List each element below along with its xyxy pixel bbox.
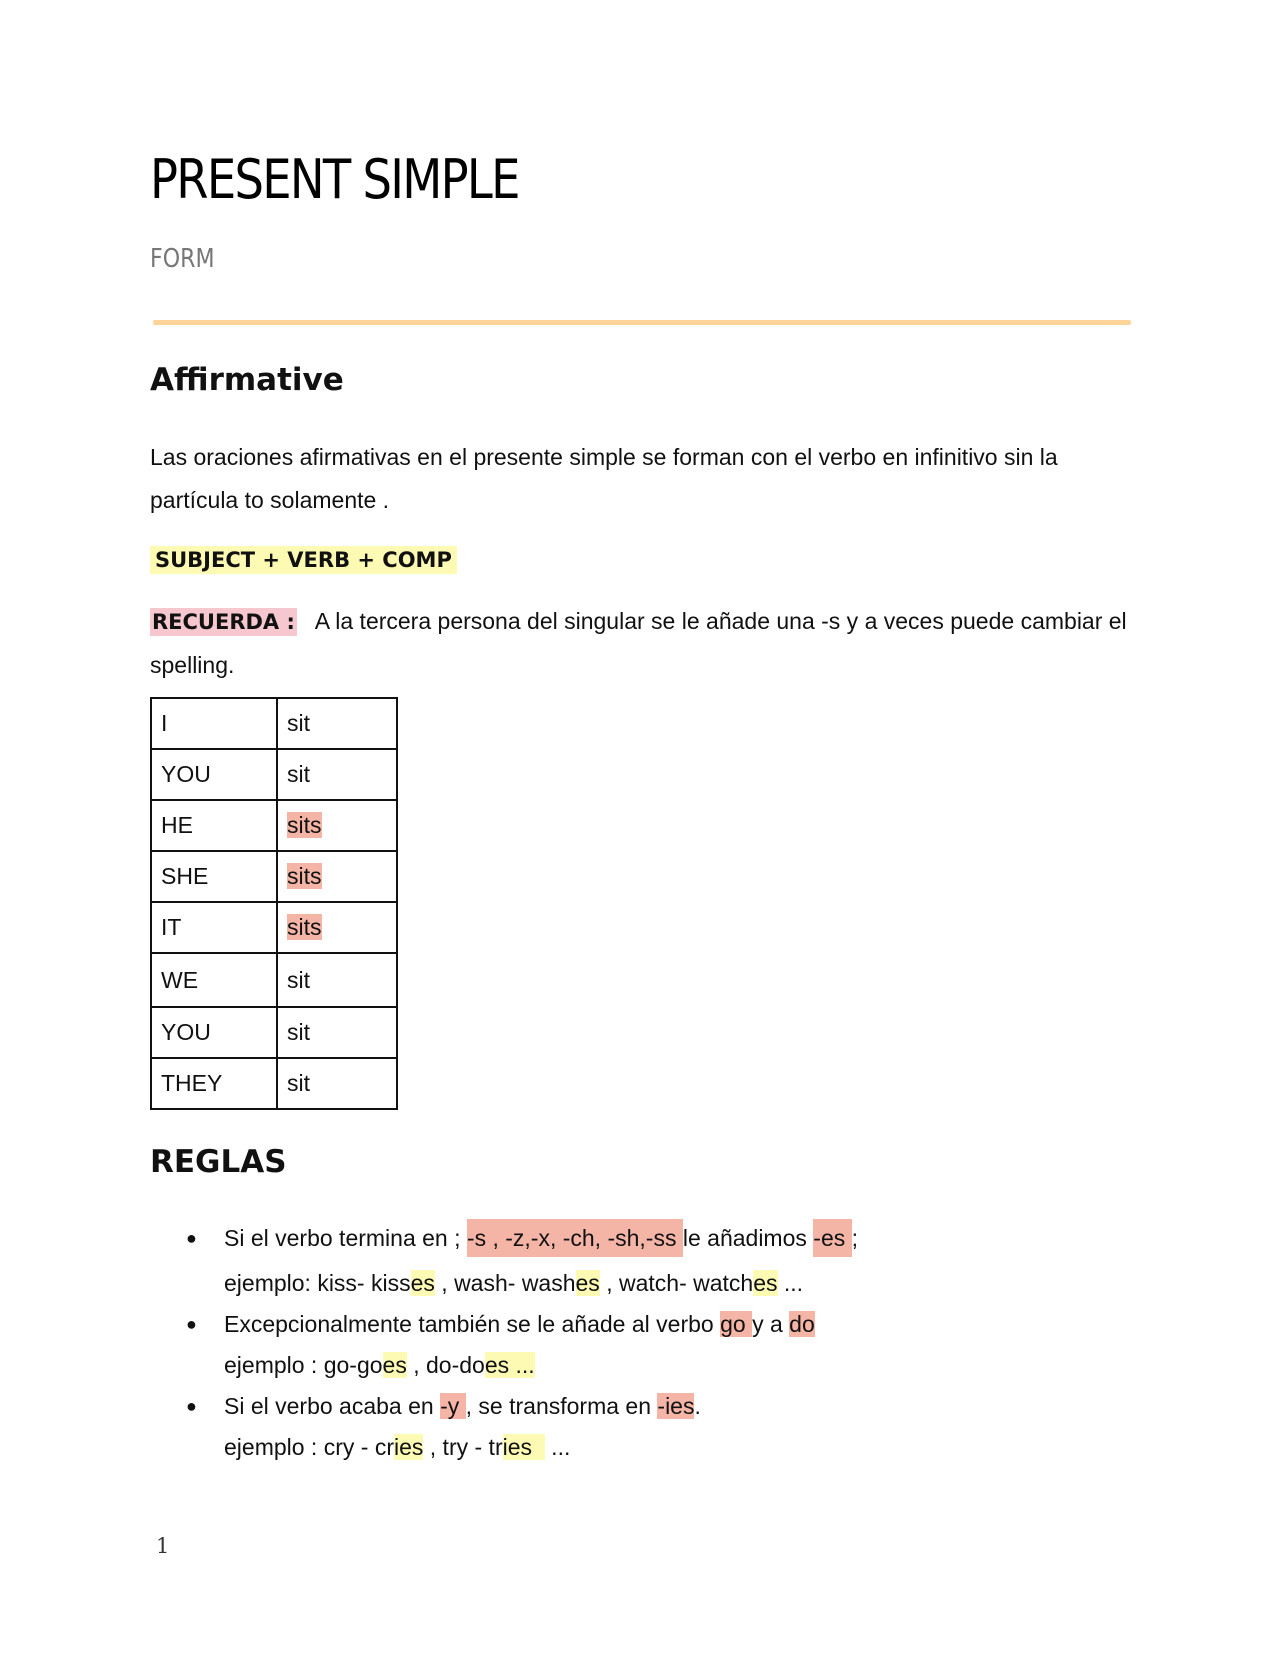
rule-text: Excepcionalmente también se le añade al verbo bbox=[224, 1311, 721, 1337]
verb-text-highlighted: sits bbox=[287, 914, 322, 940]
verb-text: sit bbox=[287, 1019, 310, 1045]
verb-cell bbox=[277, 953, 397, 1007]
list-item bbox=[186, 1386, 1086, 1468]
recuerda-paragraph bbox=[150, 600, 1130, 687]
rule-highlight: -s , -z,-x, -ch, -sh,-ss bbox=[467, 1219, 683, 1257]
rule-text: Si el verbo termina en ; bbox=[224, 1225, 467, 1251]
table-row bbox=[151, 953, 397, 1007]
table-row bbox=[151, 698, 397, 749]
verb-text-highlighted: sits bbox=[287, 812, 322, 838]
example-text: ejemplo: kiss- kiss bbox=[224, 1270, 411, 1296]
example-highlight: es ... bbox=[484, 1352, 535, 1378]
verb-cell bbox=[277, 749, 397, 800]
example-highlight: es bbox=[753, 1270, 778, 1296]
affirmative-intro: Las oraciones afirmativas en el presente simple se forman con el verbo en infinitivo sin la partícula to solamente . bbox=[150, 444, 1058, 513]
table-row bbox=[151, 1007, 397, 1058]
rule-text: Si el verbo acaba en bbox=[224, 1393, 441, 1419]
verb-cell bbox=[277, 902, 397, 953]
subject-cell: I bbox=[151, 698, 277, 749]
bullet-icon: ● bbox=[186, 1396, 197, 1416]
example-text: , try - tr bbox=[423, 1434, 503, 1460]
table-row bbox=[151, 749, 397, 800]
rule-text: , se transforma en bbox=[465, 1393, 658, 1419]
rules-list bbox=[186, 1218, 1086, 1468]
rule-example bbox=[224, 1263, 1086, 1304]
verb-text-highlighted: sits bbox=[287, 863, 322, 889]
table-row bbox=[151, 851, 397, 902]
subject-cell: HE bbox=[151, 800, 277, 851]
recuerda-text: A la tercera persona del singular se le añade una -s y a veces puede cambiar el spelling. bbox=[150, 608, 1127, 678]
recuerda-label: RECUERDA : bbox=[152, 610, 295, 634]
formula-text: SUBJECT + VERB + COMP bbox=[150, 546, 457, 574]
affirmative-heading: Affirmative bbox=[150, 362, 344, 398]
rule-example bbox=[224, 1427, 1086, 1468]
list-item bbox=[186, 1304, 1086, 1386]
bullet-icon: ● bbox=[186, 1314, 197, 1334]
example-text: , watch- watch bbox=[599, 1270, 754, 1296]
accent-divider bbox=[153, 320, 1131, 325]
rule-example bbox=[224, 1345, 1086, 1386]
verb-cell bbox=[277, 1058, 397, 1109]
formula-line bbox=[150, 538, 1130, 582]
rule-line bbox=[224, 1218, 1086, 1259]
rule-text: le añadimos bbox=[682, 1225, 814, 1251]
rule-highlight: do bbox=[789, 1311, 815, 1337]
rule-line bbox=[224, 1386, 1086, 1427]
verb-text: sit bbox=[287, 966, 310, 993]
bullet-icon: ● bbox=[186, 1228, 197, 1248]
example-text: ejemplo : go-go bbox=[224, 1352, 383, 1378]
example-highlight: ies bbox=[393, 1434, 424, 1460]
rule-text: y a bbox=[752, 1311, 790, 1337]
page-subtitle: FORM bbox=[150, 244, 215, 274]
rule-highlight: -y bbox=[440, 1393, 466, 1419]
example-text: , wash- wash bbox=[434, 1270, 576, 1296]
reglas-heading: REGLAS bbox=[150, 1144, 287, 1180]
verb-text: sit bbox=[287, 1070, 310, 1096]
verb-text: sit bbox=[287, 761, 310, 787]
subject-cell: SHE bbox=[151, 851, 277, 902]
example-highlight: es bbox=[382, 1352, 407, 1378]
example-highlight: es bbox=[410, 1270, 435, 1296]
table-row bbox=[151, 1058, 397, 1109]
subject-cell: WE bbox=[151, 953, 277, 1007]
verb-cell bbox=[277, 1007, 397, 1058]
subject-cell: IT bbox=[151, 902, 277, 953]
example-text: ... bbox=[777, 1270, 804, 1296]
subject-cell: YOU bbox=[151, 1007, 277, 1058]
subject-cell: THEY bbox=[151, 1058, 277, 1109]
example-text: ejemplo : cry - cr bbox=[224, 1434, 394, 1460]
example-text: , do-do bbox=[406, 1352, 485, 1378]
table-row bbox=[151, 800, 397, 851]
rule-text: . bbox=[694, 1393, 701, 1419]
verb-cell bbox=[277, 800, 397, 851]
rule-highlight: -es bbox=[813, 1219, 851, 1257]
example-highlight: ies bbox=[502, 1434, 545, 1460]
rule-text: ; bbox=[851, 1225, 859, 1251]
table-row bbox=[151, 902, 397, 953]
page-title: PRESENT SIMPLE bbox=[150, 148, 519, 211]
example-highlight: es bbox=[575, 1270, 600, 1296]
verb-cell bbox=[277, 851, 397, 902]
example-text: ... bbox=[544, 1434, 571, 1460]
rule-highlight: -ies bbox=[657, 1393, 695, 1419]
subject-cell: YOU bbox=[151, 749, 277, 800]
conjugation-table bbox=[150, 697, 398, 1110]
page-number: 1 bbox=[156, 1534, 170, 1558]
verb-cell bbox=[277, 698, 397, 749]
list-item bbox=[186, 1218, 1086, 1304]
verb-text: sit bbox=[287, 710, 310, 736]
rule-line bbox=[224, 1304, 1086, 1345]
rule-highlight: go bbox=[720, 1311, 753, 1337]
